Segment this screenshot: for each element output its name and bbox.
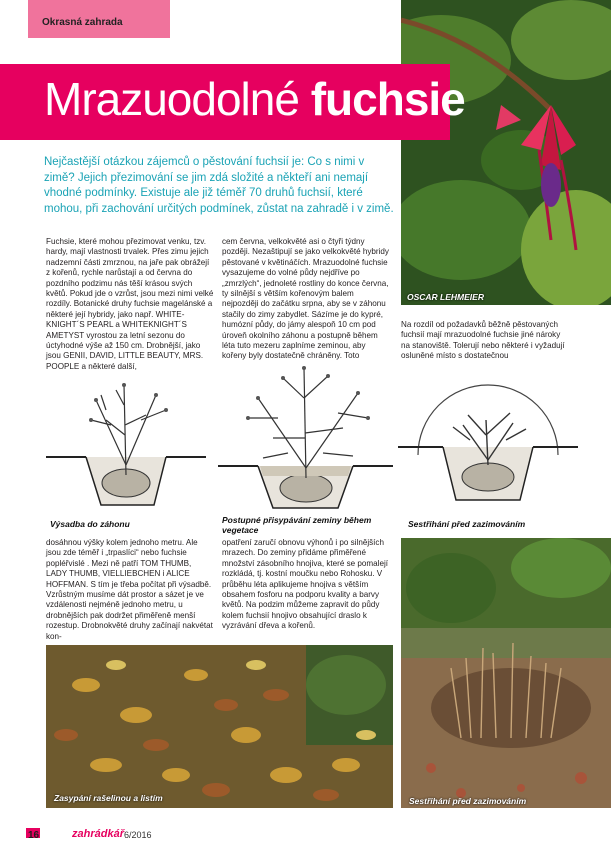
intro-paragraph: Nejčastější otázkou zájemců o pěstování fuchsií je: Co s nimi v zimě? Jejich přezimování se jim zdá složité a někteří ani nemají vhodné podmínky. Existuje ale již téměř 70 druhů fuchsií, které mohou, při zachování určitých podmínek, zůstat na zahradě i v zimě.: [44, 156, 394, 215]
caption-planting: Výsadba do záhonu: [50, 519, 130, 529]
fuchsia-illustration: [401, 0, 611, 305]
column-2-top: cem června, velkokvěté asi o čtyři týdny později. Nezaštipují se jako velkokvěté hybridy pěstované v květináčích. Mrazuodolné fuchsie vysazujeme do volné půdy nejdříve po „zmrzlých“, jednoleté rostliny do konce června, ty silnější s větším kořenovým balem nejpozději do začátku srpna, aby se v záhonu stačily do zimy zabydlet. Sázíme je do kypré, humózní půdy, do jámy alespoň 10 cm pod úroveň okolního záhonu a postupně během léta tuto mezeru zaplníme zeminou, aby kořeny byly dostatečně chráněny. Toto: [222, 237, 389, 361]
caption-pruning: Sestřihání před zazimováním: [408, 519, 526, 529]
magazine-logo: zahrádkář: [72, 828, 124, 840]
illustration-pruning: [398, 365, 578, 515]
fuchsia-photo: [401, 0, 611, 305]
caption-pruning-photo: Sestřihání před zazimováním: [409, 796, 527, 806]
column-3-top: Na rozdíl od požadavků běžně pěstovaných fuchsií mají mrazuodolné fuchsie jiné nároky na stanoviště. Tolerují nebo některé i vyžadují osluněné místo s dostatečnou: [401, 320, 565, 361]
title-light: Mrazuodolné: [44, 73, 311, 125]
column-1-bottom: dosáhnou výšky kolem jednoho metru. Ale jsou zde téměř i „trpaslíci“ nebo fuchsie popléřvislé . Mezi ně patří TOM THUMB, LADY THUMB, VIELLIEBCHEN i ALICE HOFFMAN. S tím je třeba počítat při výsadbě. Vzrůstným musíme dát prostor a sázet je ve vzdálenosti nejméně jednoho metru, u drobnějších pak dodržet přiměřeně menší rozestup. Drobnokvěté druhy začínají nakvétat kon-: [46, 538, 213, 641]
title-bold: fuchsie: [310, 73, 465, 125]
issue-number: 6/2016: [124, 830, 152, 840]
leaves-photo: [46, 645, 393, 808]
column-1-top: Fuchsie, které mohou přezimovat venku, tzv. hardy, mají vlastnosti trvalek. Přes zimu jejich nadzemní části zmrznou, na jaře pak obrážejí z kořenů, rychle narůstají a od června do pozdního podzimu nás těší krásou svých květů. Pokud jde o vzrůst, jsou mezi nimi velké rozdíly. Botanické druhy fuchsie magelánské a některé její hybridy, jako např. WHITE-KNIGHT´S PEARL a WHITEKNIGHT´S AMETYST vyrostou za letní sezonu do úctyhodné výše až 150 cm. Drobnější, jako jsou GENII, DAVID, LITTLE BEAUTY, MRS. POOPLE a některé další,: [46, 237, 214, 371]
photo-credit: OSCAR LEHMEIER: [407, 292, 484, 302]
caption-soil-filling: Postupné přisypávání zeminy během vegetace: [222, 515, 372, 535]
caption-leaves-photo: Zasypání rašelinou a listím: [54, 793, 163, 803]
illustration-soil-filling: [218, 358, 393, 513]
column-2-bottom: opatření zaručí obnovu výhonů i po silnějších mrazech. Do zeminy přidáme přiměřené množství zásobního hnojiva, které se pomalejí rozkládá, tj. kostní moučku nebo Rohosku. V průběhu léta aplikujeme hnojiva s větším obsahem fosforu na podporu kvality a barvy květů. Na podzim můžeme zapravit do půdy kolem fuchsií hnojivo obsahující draslo k vyzrávání dřeva a kořenů.: [222, 538, 389, 631]
title-bar: [0, 64, 465, 140]
section-label: Okrasná zahrada: [42, 17, 123, 28]
page-title: [44, 72, 465, 126]
section-tab: [28, 0, 170, 38]
illustration-planting: [46, 365, 206, 515]
pruning-photo: [401, 538, 611, 808]
page-number: 16: [28, 830, 40, 841]
